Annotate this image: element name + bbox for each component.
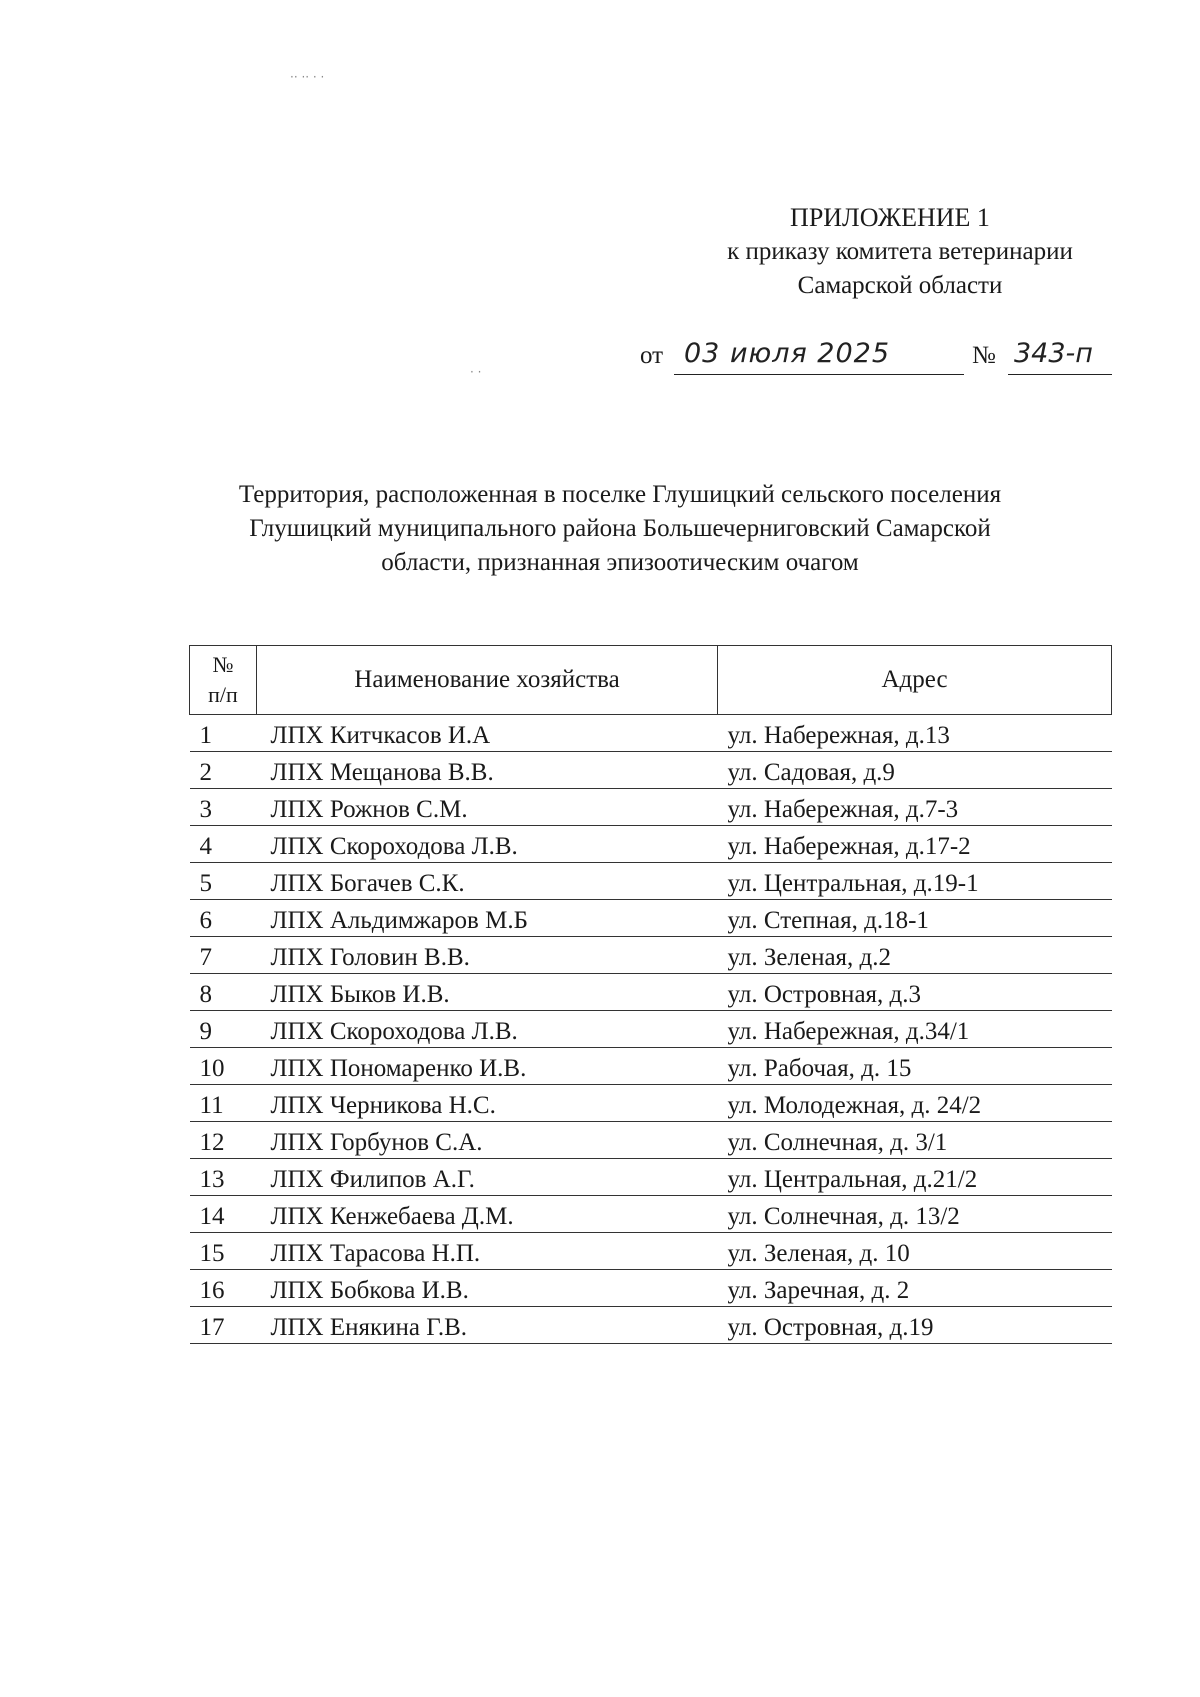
table-row [190, 863, 1112, 900]
row-farm-name: ЛПХ Китчкасов И.А [257, 715, 718, 752]
number-label: № [972, 342, 996, 369]
header-number-sign: № [212, 652, 234, 677]
row-address: ул. Зеленая, д. 10 [718, 1233, 1112, 1270]
row-number: 3 [190, 789, 257, 826]
row-address: ул. Зеленая, д.2 [718, 937, 1112, 974]
row-number: 11 [190, 1085, 257, 1122]
row-address: ул. Заречная, д. 2 [718, 1270, 1112, 1307]
row-farm-name: ЛПХ Скороходова Л.В. [257, 1011, 718, 1048]
table-row [190, 789, 1112, 826]
table-row [190, 1048, 1112, 1085]
row-number: 6 [190, 900, 257, 937]
row-address: ул. Молодежная, д. 24/2 [718, 1085, 1112, 1122]
row-number: 9 [190, 1011, 257, 1048]
row-farm-name: ЛПХ Богачев С.К. [257, 863, 718, 900]
date-label: от [640, 342, 664, 369]
document-title [190, 478, 1050, 580]
document-title-line: Глушицкий муниципального района Большечерниговский Самарской [249, 515, 991, 542]
row-farm-name: ЛПХ Бобкова И.В. [257, 1270, 718, 1307]
row-farm-name: ЛПХ Быков И.В. [257, 974, 718, 1011]
table-row [190, 826, 1112, 863]
farm-registry-table [189, 645, 1112, 1344]
row-farm-name: ЛПХ Филипов А.Г. [257, 1159, 718, 1196]
row-number: 13 [190, 1159, 257, 1196]
scan-noise: ·· ·· · · [290, 70, 325, 84]
table-header-row [190, 646, 1112, 715]
header-number-abbr: п/п [208, 682, 238, 707]
header-address: Адрес [718, 646, 1112, 715]
row-number: 5 [190, 863, 257, 900]
row-farm-name: ЛПХ Скороходова Л.В. [257, 826, 718, 863]
row-address: ул. Набережная, д.17-2 [718, 826, 1112, 863]
table-row [190, 974, 1112, 1011]
row-farm-name: ЛПХ Черникова Н.С. [257, 1085, 718, 1122]
table-row [190, 900, 1112, 937]
table-row [190, 715, 1112, 752]
table-row [190, 752, 1112, 789]
row-farm-name: ЛПХ Горбунов С.А. [257, 1122, 718, 1159]
table-row [190, 1307, 1112, 1344]
appendix-subtitle: к приказу комитета ветеринарии [727, 238, 1073, 265]
table-body [190, 715, 1112, 1344]
table-row [190, 1122, 1112, 1159]
row-number: 1 [190, 715, 257, 752]
row-farm-name: ЛПХ Рожнов С.М. [257, 789, 718, 826]
row-farm-name: ЛПХ Альдимжаров М.Б [257, 900, 718, 937]
row-number: 10 [190, 1048, 257, 1085]
row-number: 16 [190, 1270, 257, 1307]
row-address: ул. Рабочая, д. 15 [718, 1048, 1112, 1085]
row-address: ул. Степная, д.18-1 [718, 900, 1112, 937]
row-address: ул. Набережная, д.34/1 [718, 1011, 1112, 1048]
appendix-region: Самарской области [797, 272, 1003, 299]
order-number: 343-п [1014, 338, 1093, 369]
header-number [190, 646, 257, 715]
row-number: 7 [190, 937, 257, 974]
row-number: 12 [190, 1122, 257, 1159]
row-address: ул. Центральная, д.19-1 [718, 863, 1112, 900]
table-row [190, 1196, 1112, 1233]
scan-noise: · · [470, 365, 482, 379]
document-title-line: области, признанная эпизоотическим очагом [381, 549, 859, 576]
table-row [190, 1233, 1112, 1270]
row-farm-name: ЛПХ Кенжебаева Д.М. [257, 1196, 718, 1233]
document-title-line: Территория, расположенная в поселке Глушицкий сельского поселения [238, 481, 1002, 508]
row-number: 2 [190, 752, 257, 789]
row-farm-name: ЛПХ Тарасова Н.П. [257, 1233, 718, 1270]
row-farm-name: ЛПХ Пономаренко И.В. [257, 1048, 718, 1085]
row-number: 15 [190, 1233, 257, 1270]
table-row [190, 937, 1112, 974]
order-number-field [1008, 338, 1112, 375]
row-address: ул. Садовая, д.9 [718, 752, 1112, 789]
row-address: ул. Солнечная, д. 3/1 [718, 1122, 1112, 1159]
table-row [190, 1159, 1112, 1196]
order-date: 03 июля 2025 [684, 338, 891, 369]
row-number: 8 [190, 974, 257, 1011]
row-number: 14 [190, 1196, 257, 1233]
row-number: 4 [190, 826, 257, 863]
row-farm-name: ЛПХ Енякина Г.В. [257, 1307, 718, 1344]
row-number: 17 [190, 1307, 257, 1344]
order-reference [640, 338, 1110, 382]
order-date-field [674, 338, 964, 375]
table-row [190, 1270, 1112, 1307]
row-farm-name: ЛПХ Головин В.В. [257, 937, 718, 974]
row-address: ул. Островная, д.19 [718, 1307, 1112, 1344]
table-row [190, 1011, 1112, 1048]
appendix-title: ПРИЛОЖЕНИЕ 1 [790, 203, 990, 232]
row-address: ул. Островная, д.3 [718, 974, 1112, 1011]
header-farm-name: Наименование хозяйства [257, 646, 718, 715]
table-row [190, 1085, 1112, 1122]
row-farm-name: ЛПХ Мещанова В.В. [257, 752, 718, 789]
row-address: ул. Набережная, д.13 [718, 715, 1112, 752]
row-address: ул. Центральная, д.21/2 [718, 1159, 1112, 1196]
row-address: ул. Солнечная, д. 13/2 [718, 1196, 1112, 1233]
row-address: ул. Набережная, д.7-3 [718, 789, 1112, 826]
